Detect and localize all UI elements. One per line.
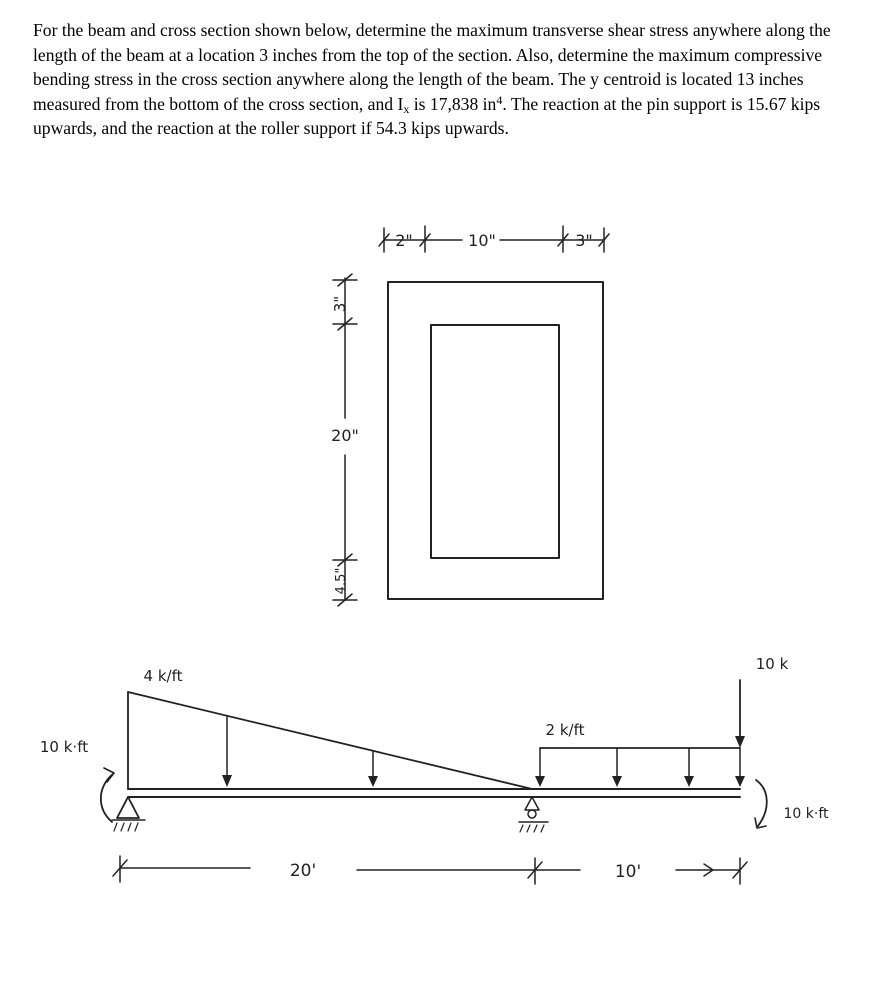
outer-rectangle xyxy=(388,282,603,599)
point-load-label: 10 k xyxy=(755,655,789,673)
left-moment xyxy=(40,738,114,822)
span-main-label: 20' xyxy=(289,861,317,881)
right-moment-label: 10 k·ft xyxy=(783,806,829,822)
width-dimensions xyxy=(379,226,609,252)
uniform-load xyxy=(535,721,745,787)
ix-subscript: x xyxy=(403,101,410,116)
in4-superscript: 4 xyxy=(496,92,503,107)
span-dimensions xyxy=(113,856,747,884)
triangular-load xyxy=(128,667,532,789)
dim-void-width-label: 10" xyxy=(468,231,496,250)
problem-text-part-3: . The reaction at the pin support is 15.67 kips upwards, and the reaction at the roller support if 54.3 kips upwards. xyxy=(33,93,821,139)
cross-section xyxy=(388,282,603,599)
problem-text-part-2: is 17,838 in xyxy=(409,93,497,114)
pin-support xyxy=(112,797,145,831)
dim-bottom-flange-label: 4.5" xyxy=(334,567,349,595)
dim-void-height-label: 20" xyxy=(331,426,359,445)
dim-left-wall-label: 2" xyxy=(395,231,413,250)
dim-top-flange-label: 3" xyxy=(331,295,349,313)
triangular-load-label: 4 k/ft xyxy=(143,667,183,685)
dim-right-wall-label: 3" xyxy=(575,231,593,250)
point-load xyxy=(735,655,789,748)
problem-text-part-1: For the beam and cross section shown below, determine the maximum transverse shear stress anywhere along the length of the beam at a location 3 inches from the top of the section. Also, determine the maximum compressive bending stress in the cross section anywhere along the length of the beam. The y centroid is located 13 inches measured from the bottom of the cross section, and I xyxy=(33,20,831,114)
uniform-load-label: 2 k/ft xyxy=(545,721,585,739)
height-dimensions xyxy=(331,274,359,606)
inner-void-rectangle xyxy=(431,325,559,558)
beam xyxy=(128,789,740,797)
span-overhang-label: 10' xyxy=(614,862,642,882)
left-moment-label: 10 k·ft xyxy=(39,738,89,756)
roller-support xyxy=(519,797,548,832)
right-moment xyxy=(755,780,829,828)
